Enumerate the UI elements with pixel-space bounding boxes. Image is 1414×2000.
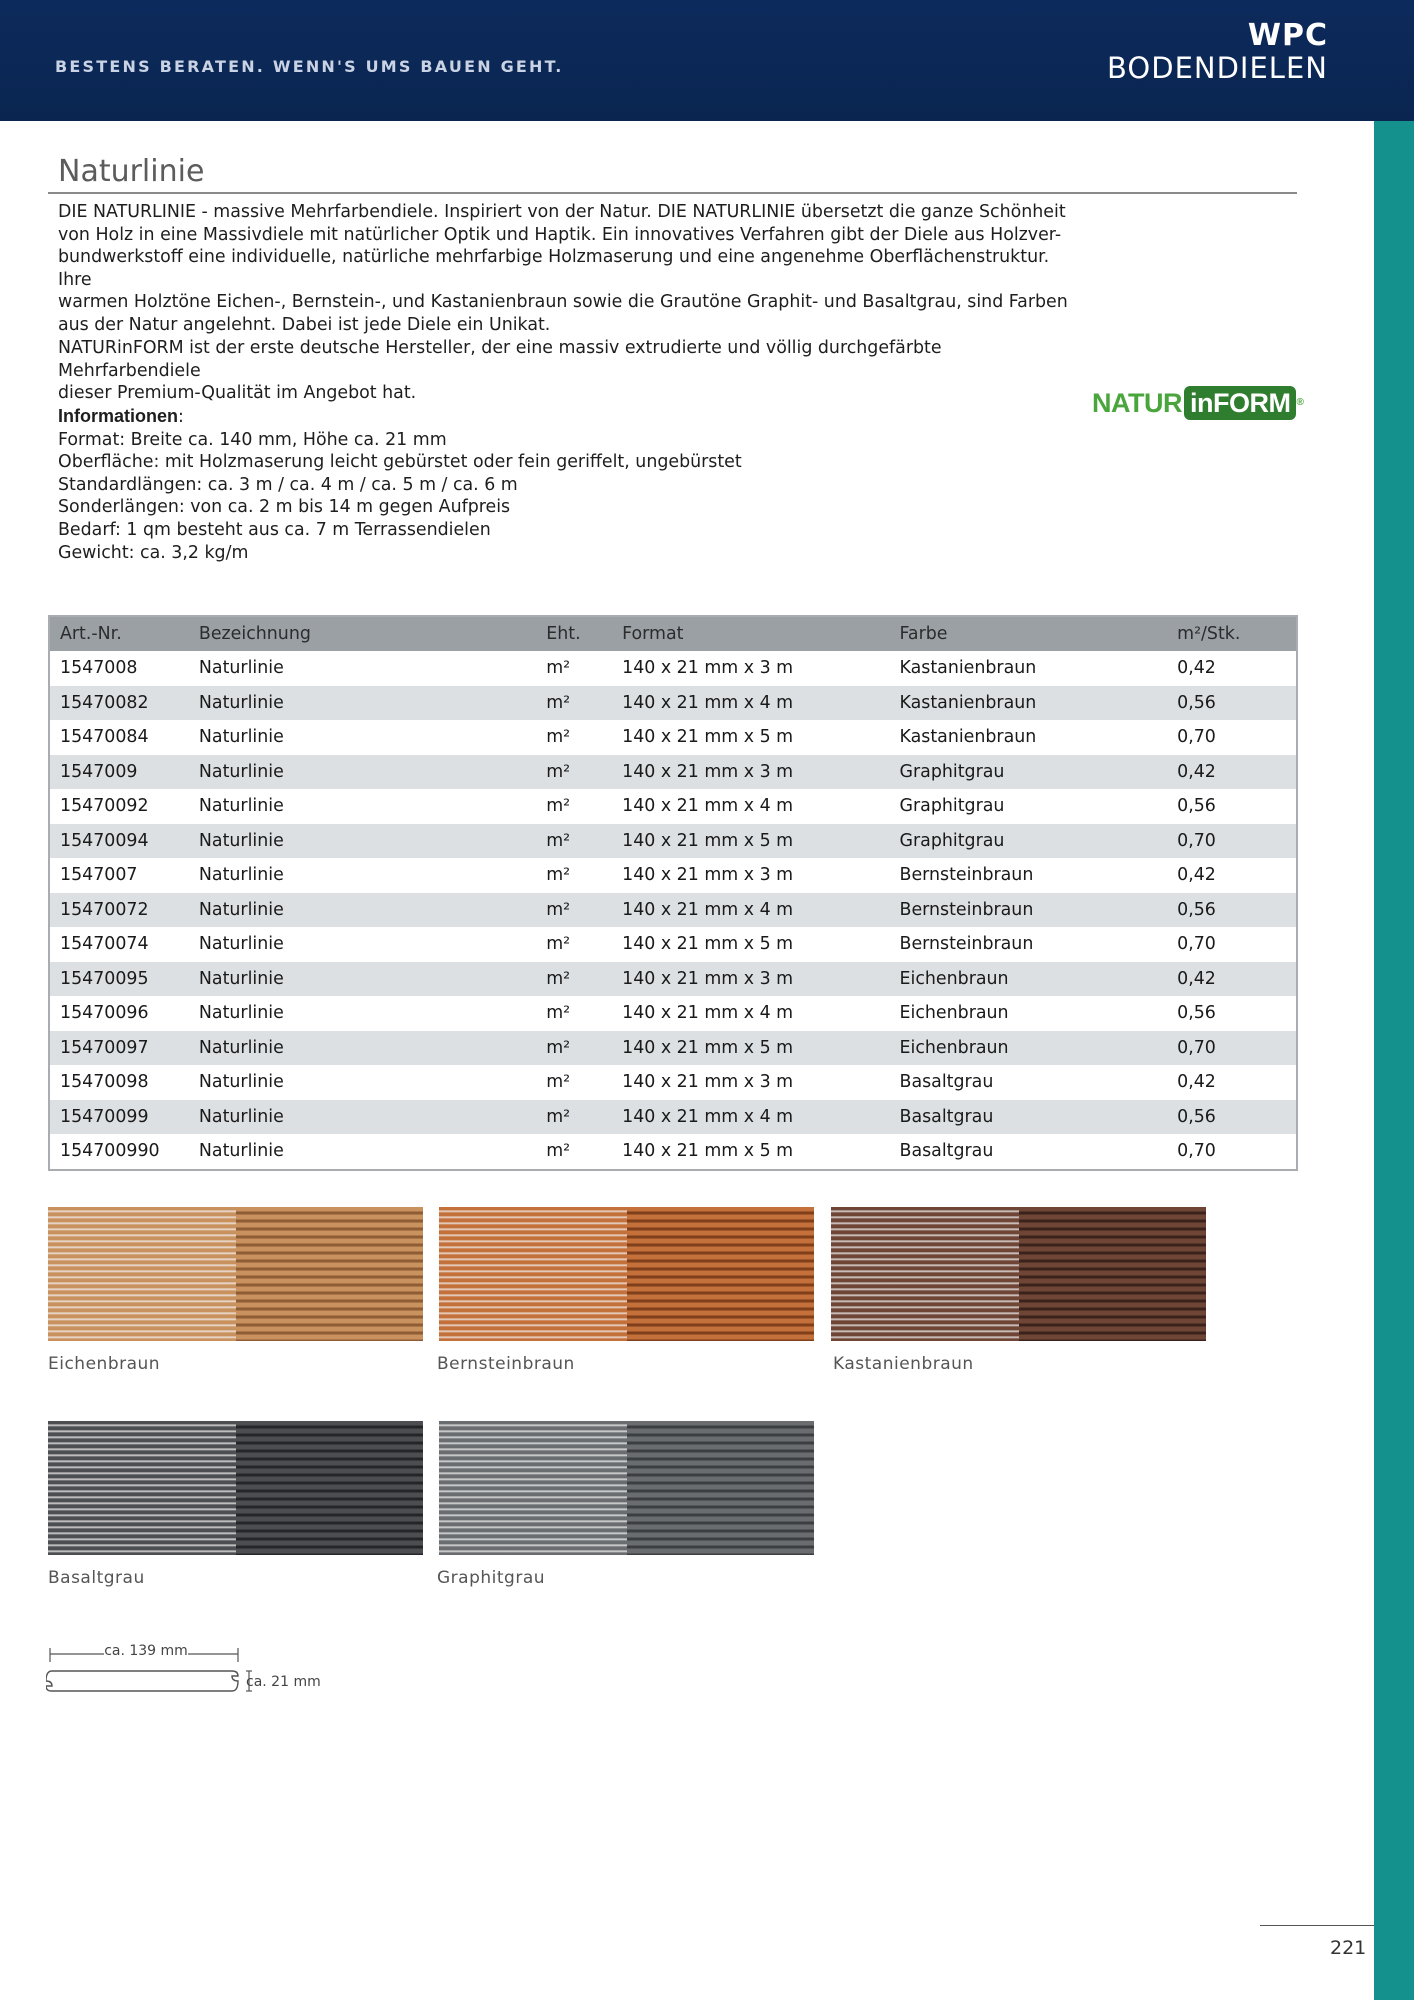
cell-format: 140 x 21 mm x 5 m <box>612 927 889 962</box>
cell-artnr: 1547007 <box>49 858 189 893</box>
cell-artnr: 15470097 <box>49 1031 189 1066</box>
info-heading: Informationen <box>58 406 178 426</box>
cell-bezeichnung: Naturlinie <box>189 893 536 928</box>
swatch-smooth-surface <box>48 1421 236 1555</box>
column-header-farbe: Farbe <box>890 616 1168 651</box>
cell-farbe: Bernsteinbraun <box>890 893 1168 928</box>
cell-bezeichnung: Naturlinie <box>189 1065 536 1100</box>
cell-artnr: 15470099 <box>49 1100 189 1135</box>
cell-eht: m² <box>536 1134 612 1170</box>
cell-eht: m² <box>536 962 612 997</box>
cell-eht: m² <box>536 1031 612 1066</box>
cell-format: 140 x 21 mm x 3 m <box>612 1065 889 1100</box>
board-profile-diagram <box>46 1640 336 1708</box>
column-header-artnr: Art.-Nr. <box>49 616 189 651</box>
swatch-eichenbraun <box>48 1207 423 1341</box>
cell-eht: m² <box>536 755 612 790</box>
cell-m2-stk: 0,42 <box>1167 755 1297 790</box>
cell-farbe: Eichenbraun <box>890 962 1168 997</box>
cell-eht: m² <box>536 686 612 721</box>
table-row <box>49 1134 1297 1170</box>
info-line: Format: Breite ca. 140 mm, Höhe ca. 21 mm <box>58 429 447 450</box>
height-label: ca. 21 mm <box>246 1674 321 1690</box>
info-line: Oberfläche: mit Holzmaserung leicht gebürstet oder fein geriffelt, ungebürstet <box>58 452 742 473</box>
board-outline <box>46 1671 238 1691</box>
cell-m2-stk: 0,56 <box>1167 893 1297 928</box>
swatch-smooth-surface <box>48 1207 236 1341</box>
text-line: NATURinFORM ist der erste deutsche Hersteller, der eine massiv extrudierte und völlig durchgefärbte Mehrfarbendiele <box>58 338 942 381</box>
cell-bezeichnung: Naturlinie <box>189 1100 536 1135</box>
cell-farbe: Kastanienbraun <box>890 720 1168 755</box>
logo-registered-mark: ® <box>1296 397 1304 408</box>
page-header <box>0 0 1414 121</box>
header-slogan: BESTENS BERATEN. WENN'S UMS BAUEN GEHT. <box>55 57 564 76</box>
cell-farbe: Eichenbraun <box>890 996 1168 1031</box>
cell-eht: m² <box>536 893 612 928</box>
table-row <box>49 789 1297 824</box>
table-row <box>49 927 1297 962</box>
cell-bezeichnung: Naturlinie <box>189 720 536 755</box>
cell-format: 140 x 21 mm x 4 m <box>612 1100 889 1135</box>
cell-m2-stk: 0,70 <box>1167 720 1297 755</box>
cell-artnr: 15470082 <box>49 686 189 721</box>
naturinform-logo <box>1092 386 1303 420</box>
cell-m2-stk: 0,42 <box>1167 858 1297 893</box>
cell-artnr: 15470094 <box>49 824 189 859</box>
footer-divider <box>1260 1925 1374 1926</box>
cell-m2-stk: 0,56 <box>1167 686 1297 721</box>
table-row <box>49 824 1297 859</box>
cell-m2-stk: 0,70 <box>1167 1134 1297 1170</box>
header-title-wpc: WPC <box>1247 18 1328 53</box>
table-row <box>49 686 1297 721</box>
cell-format: 140 x 21 mm x 4 m <box>612 686 889 721</box>
table-header-row <box>49 616 1297 651</box>
swatch-graphitgrau <box>439 1421 814 1555</box>
cell-artnr: 1547009 <box>49 755 189 790</box>
cell-farbe: Graphitgrau <box>890 755 1168 790</box>
text-line: bundwerkstoff eine individuelle, natürliche mehrfarbige Holzmaserung und eine angenehme Oberflächenstruktur. Ihre <box>58 247 1050 290</box>
table-row <box>49 1100 1297 1135</box>
cell-format: 140 x 21 mm x 3 m <box>612 858 889 893</box>
cell-artnr: 15470072 <box>49 893 189 928</box>
cell-bezeichnung: Naturlinie <box>189 927 536 962</box>
cell-eht: m² <box>536 858 612 893</box>
cell-farbe: Graphitgrau <box>890 824 1168 859</box>
cell-farbe: Basaltgrau <box>890 1134 1168 1170</box>
swatch-bernsteinbraun <box>439 1207 814 1341</box>
logo-natur: NATUR <box>1092 388 1182 418</box>
cell-m2-stk: 0,70 <box>1167 927 1297 962</box>
column-header-format: Format <box>612 616 889 651</box>
table-row <box>49 1031 1297 1066</box>
text-line: warmen Holztöne Eichen-, Bernstein-, und Kastanienbraun sowie die Grautöne Graphit- und Basaltgrau, sind Farben <box>58 292 1068 313</box>
cell-eht: m² <box>536 789 612 824</box>
cell-artnr: 1547008 <box>49 651 189 686</box>
cell-farbe: Basaltgrau <box>890 1065 1168 1100</box>
cell-bezeichnung: Naturlinie <box>189 651 536 686</box>
info-line: Bedarf: 1 qm besteht aus ca. 7 m Terrassendielen <box>58 519 491 540</box>
cell-farbe: Basaltgrau <box>890 1100 1168 1135</box>
cell-bezeichnung: Naturlinie <box>189 1134 536 1170</box>
cell-format: 140 x 21 mm x 3 m <box>612 755 889 790</box>
cell-m2-stk: 0,56 <box>1167 1100 1297 1135</box>
cell-artnr: 15470074 <box>49 927 189 962</box>
cell-farbe: Eichenbraun <box>890 1031 1168 1066</box>
cell-format: 140 x 21 mm x 5 m <box>612 824 889 859</box>
cell-format: 140 x 21 mm x 3 m <box>612 962 889 997</box>
text-line: DIE NATURLINIE - massive Mehrfarbendiele. Inspiriert von der Natur. DIE NATURLINIE übersetzt die ganze Schönheit <box>58 202 1066 222</box>
swatch-grooved-surface <box>236 1207 423 1341</box>
cell-eht: m² <box>536 651 612 686</box>
product-table <box>48 615 1298 1171</box>
cell-eht: m² <box>536 927 612 962</box>
title-divider <box>48 192 1297 194</box>
text-line: aus der Natur angelehnt. Dabei ist jede Diele ein Unikat. <box>58 314 551 335</box>
cell-farbe: Bernsteinbraun <box>890 927 1168 962</box>
cell-artnr: 15470092 <box>49 789 189 824</box>
cell-m2-stk: 0,42 <box>1167 962 1297 997</box>
column-header-bezeichnung: Bezeichnung <box>189 616 536 651</box>
intro-paragraph-2 <box>58 337 1078 405</box>
cell-bezeichnung: Naturlinie <box>189 1031 536 1066</box>
text-line: dieser Premium-Qualität im Angebot hat. <box>58 383 417 404</box>
logo-inform: inFORM <box>1184 386 1296 420</box>
header-title <box>1107 20 1328 84</box>
swatch-kastanienbraun <box>831 1207 1206 1341</box>
page-number: 221 <box>1330 1937 1367 1959</box>
column-header-eht: Eht. <box>536 616 612 651</box>
swatch-smooth-surface <box>439 1421 627 1555</box>
cell-artnr: 15470084 <box>49 720 189 755</box>
info-line: Gewicht: ca. 3,2 kg/m <box>58 542 249 563</box>
table-row <box>49 893 1297 928</box>
swatch-label-basaltgrau: Basaltgrau <box>48 1568 145 1588</box>
cell-bezeichnung: Naturlinie <box>189 996 536 1031</box>
table-body <box>49 651 1297 1170</box>
cell-farbe: Kastanienbraun <box>890 686 1168 721</box>
swatch-label-kastanienbraun: Kastanienbraun <box>833 1354 974 1374</box>
cell-bezeichnung: Naturlinie <box>189 755 536 790</box>
cell-farbe: Kastanienbraun <box>890 651 1168 686</box>
cell-format: 140 x 21 mm x 4 m <box>612 893 889 928</box>
table-row <box>49 720 1297 755</box>
info-heading-colon: : <box>178 407 184 427</box>
cell-artnr: 15470095 <box>49 962 189 997</box>
cell-farbe: Graphitgrau <box>890 789 1168 824</box>
cell-artnr: 15470096 <box>49 996 189 1031</box>
swatch-grooved-surface <box>236 1421 423 1555</box>
cell-artnr: 15470098 <box>49 1065 189 1100</box>
cell-eht: m² <box>536 720 612 755</box>
cell-format: 140 x 21 mm x 4 m <box>612 789 889 824</box>
cell-m2-stk: 0,56 <box>1167 996 1297 1031</box>
cell-bezeichnung: Naturlinie <box>189 789 536 824</box>
cell-m2-stk: 0,70 <box>1167 824 1297 859</box>
cell-eht: m² <box>536 996 612 1031</box>
cell-bezeichnung: Naturlinie <box>189 858 536 893</box>
swatch-grooved-surface <box>627 1207 814 1341</box>
cell-m2-stk: 0,70 <box>1167 1031 1297 1066</box>
cell-eht: m² <box>536 1065 612 1100</box>
cell-eht: m² <box>536 1100 612 1135</box>
column-header-m2-stk: m²/Stk. <box>1167 616 1297 651</box>
cell-m2-stk: 0,56 <box>1167 789 1297 824</box>
info-line: Sonderlängen: von ca. 2 m bis 14 m gegen Aufpreis <box>58 497 511 518</box>
cell-format: 140 x 21 mm x 4 m <box>612 996 889 1031</box>
cell-eht: m² <box>536 824 612 859</box>
text-line: von Holz in eine Massivdiele mit natürlicher Optik und Haptik. Ein innovatives Verfahren gibt der Diele aus Holzver- <box>58 224 1062 245</box>
width-label: ca. 139 mm <box>104 1643 188 1659</box>
table-row <box>49 858 1297 893</box>
cell-artnr: 154700990 <box>49 1134 189 1170</box>
cell-format: 140 x 21 mm x 5 m <box>612 1134 889 1170</box>
swatch-basaltgrau <box>48 1421 423 1555</box>
cell-bezeichnung: Naturlinie <box>189 824 536 859</box>
cell-bezeichnung: Naturlinie <box>189 686 536 721</box>
table-row <box>49 1065 1297 1100</box>
cell-bezeichnung: Naturlinie <box>189 962 536 997</box>
cell-format: 140 x 21 mm x 5 m <box>612 720 889 755</box>
info-heading-row <box>58 405 1078 429</box>
swatch-smooth-surface <box>831 1207 1019 1341</box>
swatch-grooved-surface <box>1019 1207 1206 1341</box>
section-title: Naturlinie <box>58 154 205 189</box>
swatch-label-eichenbraun: Eichenbraun <box>48 1354 161 1374</box>
header-title-bodendielen: BODENDIELEN <box>1107 51 1328 85</box>
table-row <box>49 755 1297 790</box>
table-row <box>49 996 1297 1031</box>
info-line: Standardlängen: ca. 3 m / ca. 4 m / ca. 5 m / ca. 6 m <box>58 474 518 495</box>
side-accent-bar <box>1374 121 1414 2000</box>
swatch-smooth-surface <box>439 1207 627 1341</box>
intro-paragraph-1 <box>58 201 1078 337</box>
cell-format: 140 x 21 mm x 3 m <box>612 651 889 686</box>
table-row <box>49 651 1297 686</box>
cell-m2-stk: 0,42 <box>1167 651 1297 686</box>
swatch-label-graphitgrau: Graphitgrau <box>437 1568 546 1588</box>
table-row <box>49 962 1297 997</box>
swatch-label-bernsteinbraun: Bernsteinbraun <box>437 1354 575 1374</box>
cell-format: 140 x 21 mm x 5 m <box>612 1031 889 1066</box>
cell-farbe: Bernsteinbraun <box>890 858 1168 893</box>
cell-m2-stk: 0,42 <box>1167 1065 1297 1100</box>
swatch-grooved-surface <box>627 1421 814 1555</box>
info-block <box>58 405 1078 564</box>
